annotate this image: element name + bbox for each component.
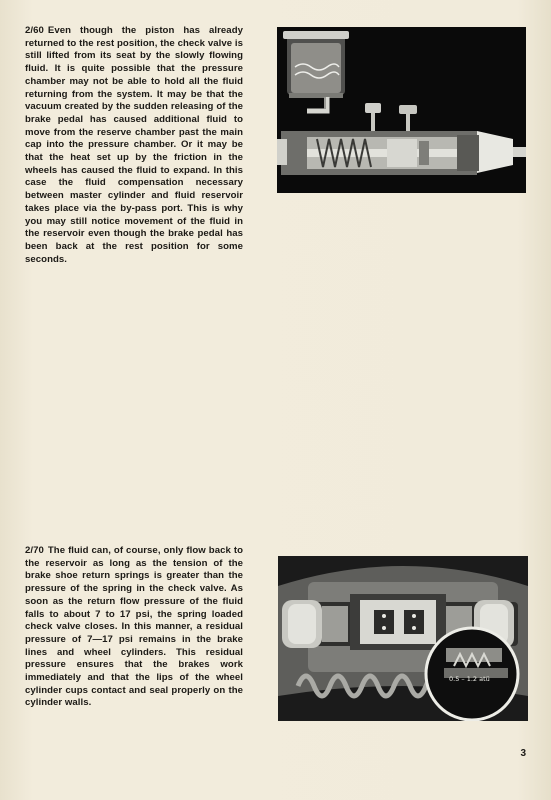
section-text: The fluid can, of course, only flow back to the reservoir as long as the tension of the brake shoe return springs is greater than the pressure of the spring in the check valve. As soon as the return flow pressure of the fluid falls to about 7 to 17 psi, the spring loaded check valve closes. In this manner, a residual pressure of 7—17 psi remains in the brake lines and wheel cylinders. This residual pressure ensures that the brakes work immediately and that the lips of the wheel cylinder cups contact and seal properly on the cylinder walls. bbox=[25, 545, 243, 709]
master-cylinder-cutaway-photo-icon bbox=[277, 27, 526, 193]
section-text: Even though the piston has already returned to the rest position, the check valve is still lifted from its seat by the slowly flowing fluid. It is quite possible that the pressure chamber may not be able to hold all the fluid returning from the system. It may be that the vacuum created by the sudden releasing of the brake pedal has caused additional fluid to move from the reserve chamber past the main cap into the pressure chamber. Or it may be that the heat set up by the friction in the wheels has caused the fluid to expand. In this case the fluid compensation necessary between master cylinder and fluid reservoir takes place via the by-pass port. This is why you may still notice movement of the fluid in the reservoir even though the brake pedal has been back at the rest position for some seconds. bbox=[25, 25, 243, 265]
master-cylinder-illustration bbox=[277, 27, 526, 193]
page-number: 3 bbox=[520, 748, 526, 759]
wheel-cylinder-cutaway-photo-icon bbox=[278, 556, 528, 721]
section-2-60 bbox=[25, 25, 243, 266]
section-number: 2/60 bbox=[25, 25, 44, 36]
inset-pressure-label: 0.5 – 1.2 atü bbox=[449, 675, 490, 683]
section-number: 2/70 bbox=[25, 545, 44, 556]
section-2-70 bbox=[25, 545, 243, 710]
wheel-cylinder-illustration bbox=[278, 556, 528, 721]
